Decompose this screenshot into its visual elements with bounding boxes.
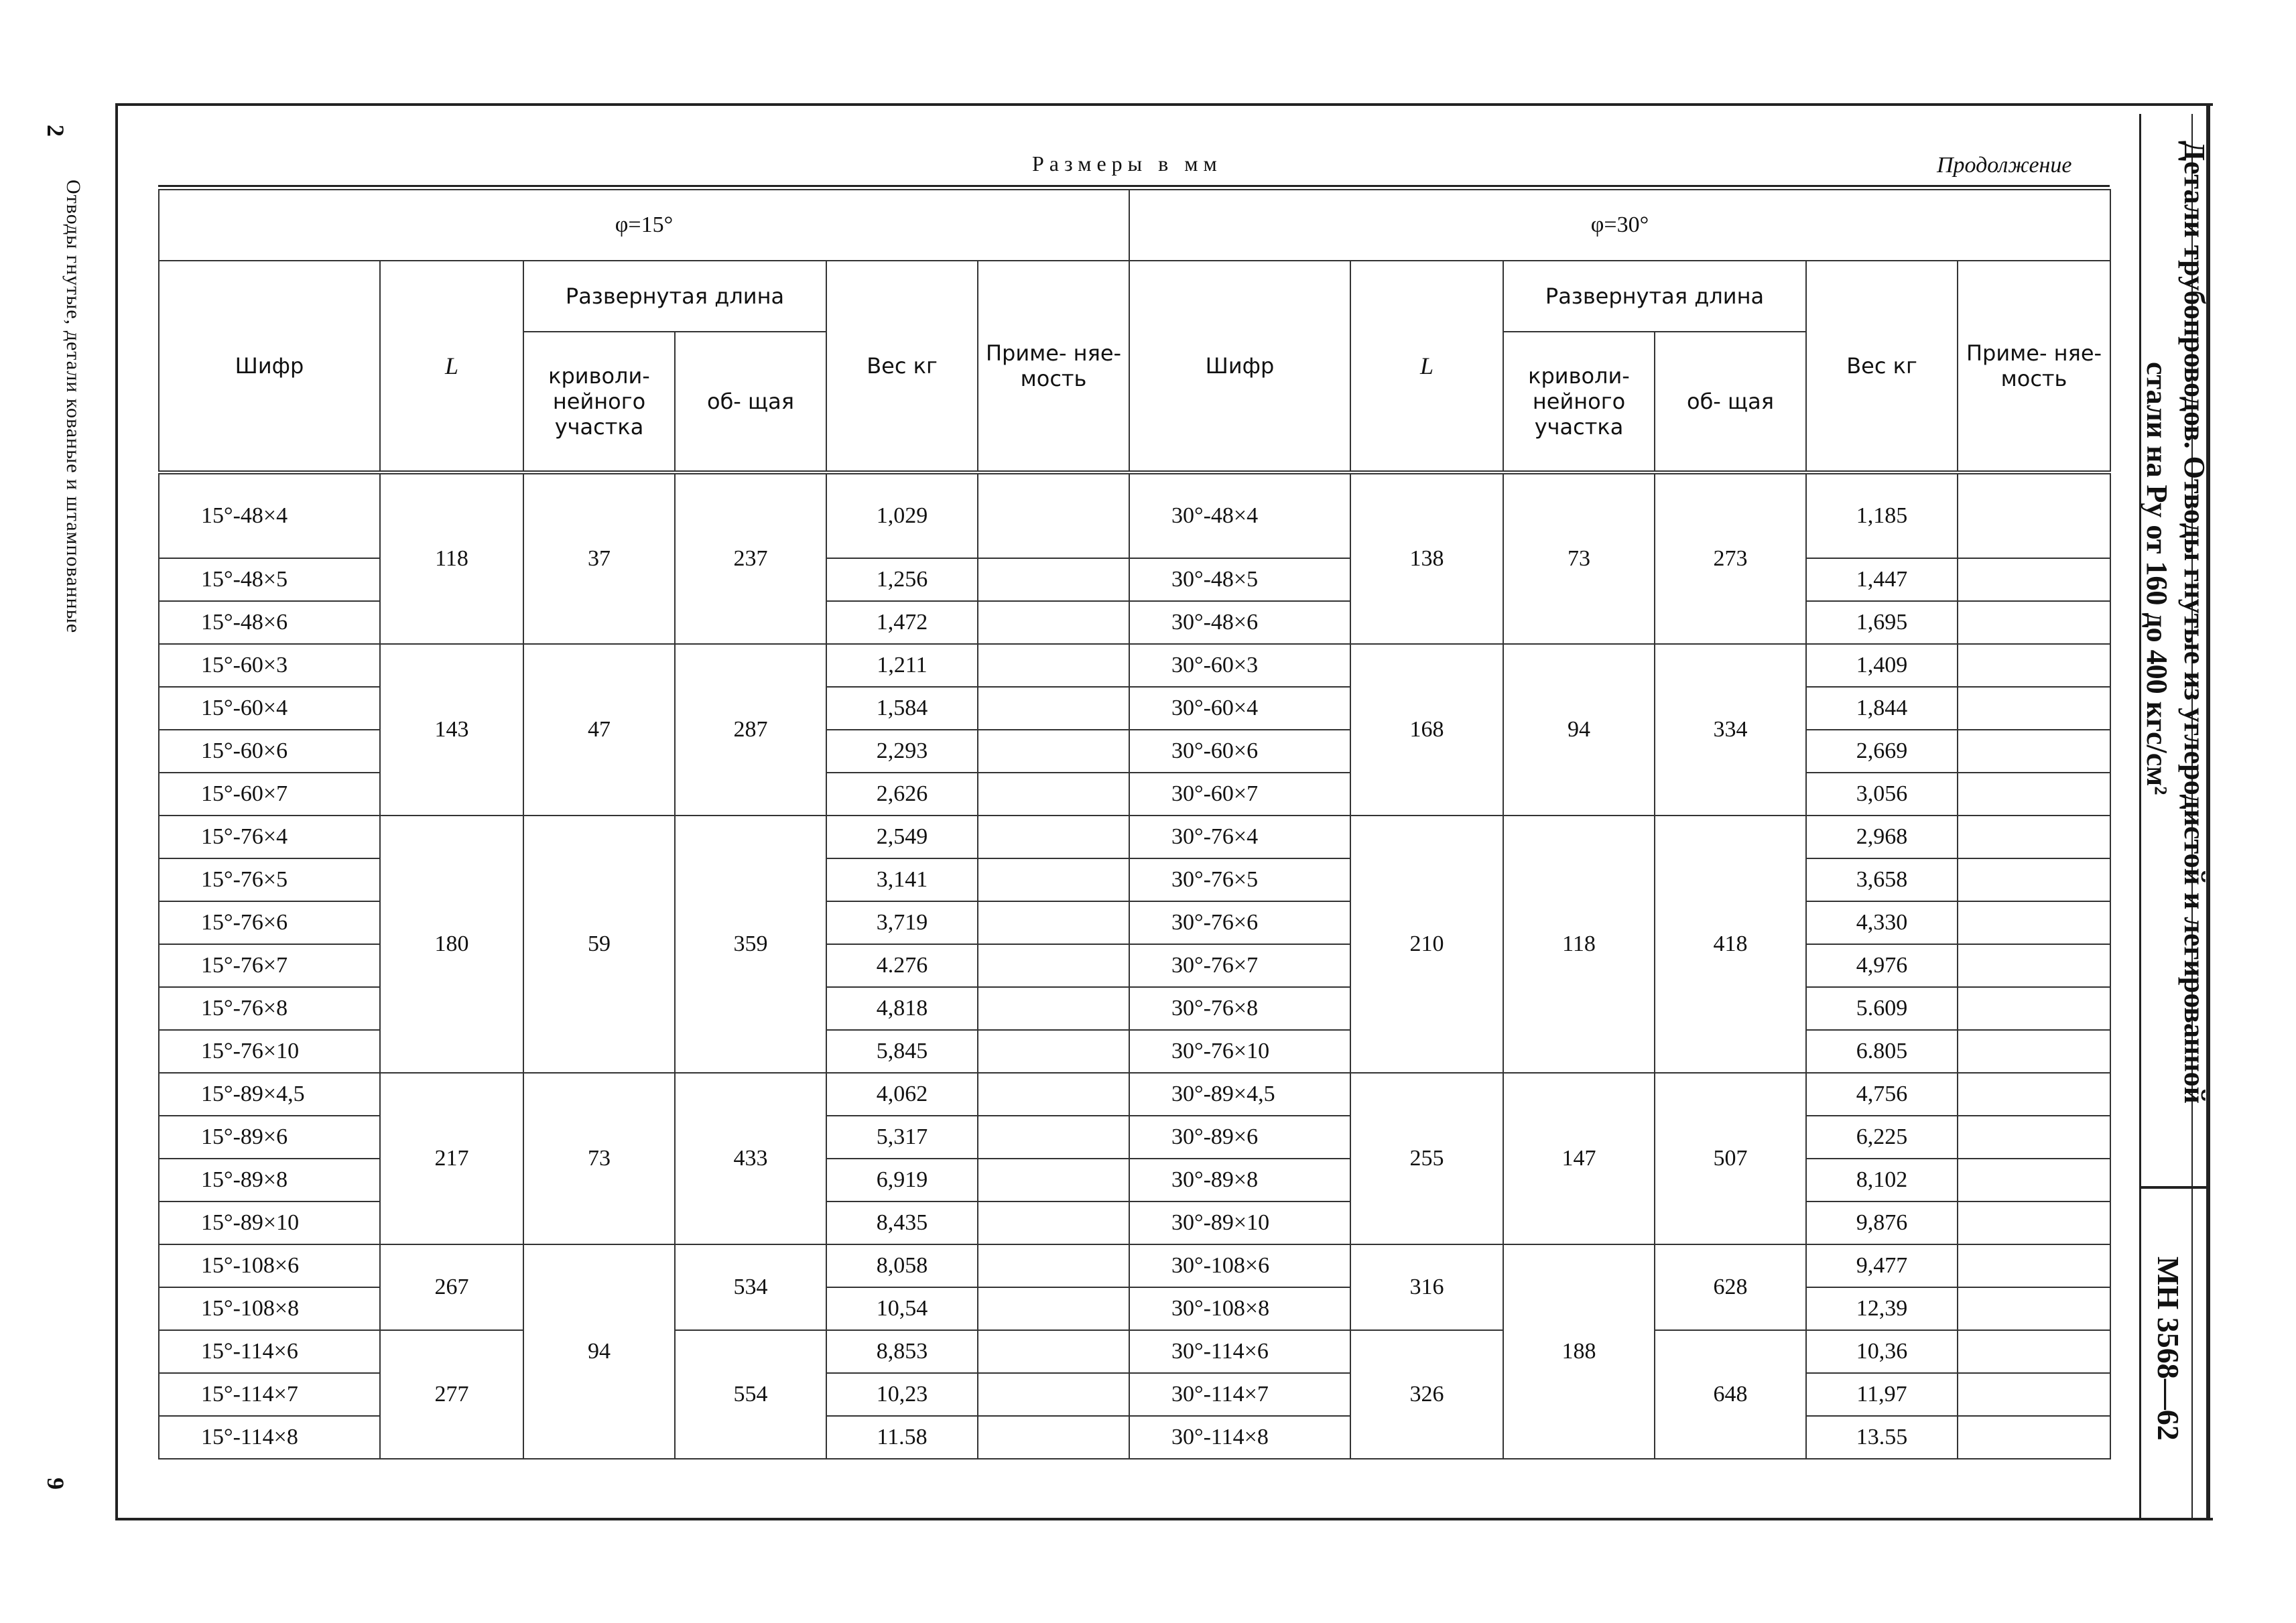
weight-30: 4,976: [1806, 944, 1958, 987]
usage-15: [978, 1416, 1129, 1459]
cipher-30: 30°-76×7: [1129, 944, 1350, 987]
usage-15: [978, 1244, 1129, 1287]
length-L-30: 210: [1350, 816, 1503, 1073]
length-L-30: 255: [1350, 1073, 1503, 1244]
continuation-label: Продолжение: [1937, 153, 2072, 178]
curved-length-15: 59: [523, 816, 675, 1073]
curved-length-30: 147: [1503, 1073, 1655, 1244]
usage-30: [1958, 1159, 2110, 1202]
weight-30: 1,409: [1806, 644, 1958, 687]
usage-30: [1958, 1287, 2110, 1330]
weight-30: 13.55: [1806, 1416, 1958, 1459]
cipher-30: 30°-76×4: [1129, 816, 1350, 858]
sizes-note: Размеры в мм: [1032, 151, 1222, 176]
usage-30: [1958, 1330, 2110, 1373]
total-length-30: 273: [1655, 472, 1806, 644]
total-length-30: 507: [1655, 1073, 1806, 1244]
page-number-bottom: 9: [42, 1478, 69, 1490]
usage-15: [978, 1073, 1129, 1116]
standard-code: МН 3568—62: [2151, 1256, 2185, 1441]
weight-30: 6.805: [1806, 1030, 1958, 1073]
usage-15: [978, 1202, 1129, 1244]
weight-15: 8,435: [826, 1202, 978, 1244]
usage-15: [978, 816, 1129, 858]
usage-30: [1958, 558, 2110, 601]
header-weight-30: Вес кг: [1806, 261, 1958, 472]
header-usage-30: Приме- няе- мость: [1958, 261, 2110, 472]
curved-length-30: 73: [1503, 472, 1655, 644]
cipher-15: 15°-60×7: [159, 773, 380, 816]
weight-15: 8,058: [826, 1244, 978, 1287]
weight-30: 1,844: [1806, 687, 1958, 730]
header-usage-15: Приме- няе- мость: [978, 261, 1129, 472]
cipher-15: 15°-76×10: [159, 1030, 380, 1073]
length-L-15: 267: [380, 1244, 523, 1330]
total-length-30: 334: [1655, 644, 1806, 816]
cipher-15: 15°-76×5: [159, 858, 380, 901]
usage-30: [1958, 816, 2110, 858]
title-strip-rule: [2139, 114, 2141, 1518]
cipher-15: 15°-89×4,5: [159, 1073, 380, 1116]
title-strip-divider: [2141, 1186, 2208, 1189]
total-length-30: 418: [1655, 816, 1806, 1073]
curved-length-15: 73: [523, 1073, 675, 1244]
cipher-30: 30°-89×4,5: [1129, 1073, 1350, 1116]
cipher-15: 15°-60×6: [159, 730, 380, 773]
weight-30: 1,447: [1806, 558, 1958, 601]
frame-bottom-rule: [115, 1518, 2213, 1520]
page-number-top: 2: [42, 125, 69, 137]
cipher-30: 30°-114×6: [1129, 1330, 1350, 1373]
cipher-15: 15°-76×4: [159, 816, 380, 858]
usage-30: [1958, 1030, 2110, 1073]
curved-length-15: 94: [523, 1244, 675, 1459]
usage-30: [1958, 601, 2110, 644]
weight-15: 1,029: [826, 472, 978, 558]
weight-15: 1,584: [826, 687, 978, 730]
header-L-30: L: [1350, 261, 1503, 472]
cipher-15: 15°-48×5: [159, 558, 380, 601]
length-L-15: 118: [380, 472, 523, 644]
document-title-line2: стали на Pу от 160 до 400 кгс/см²: [2141, 362, 2173, 795]
usage-30: [1958, 1373, 2110, 1416]
weight-15: 1,211: [826, 644, 978, 687]
usage-15: [978, 472, 1129, 558]
header-total-30: об- щая: [1655, 332, 1806, 472]
weight-15: 2,549: [826, 816, 978, 858]
cipher-30: 30°-48×5: [1129, 558, 1350, 601]
weight-30: 10,36: [1806, 1330, 1958, 1373]
usage-30: [1958, 730, 2110, 773]
length-L-30: 326: [1350, 1330, 1503, 1459]
usage-30: [1958, 901, 2110, 944]
curved-length-30: 118: [1503, 816, 1655, 1073]
weight-15: 1,256: [826, 558, 978, 601]
weight-15: 4,062: [826, 1073, 978, 1116]
header-weight-15: Вес кг: [826, 261, 978, 472]
usage-30: [1958, 472, 2110, 558]
usage-30: [1958, 644, 2110, 687]
weight-15: 5,845: [826, 1030, 978, 1073]
header-unrolled-15: Развернутая длина: [523, 261, 826, 332]
weight-15: 10,54: [826, 1287, 978, 1330]
weight-30: 4,756: [1806, 1073, 1958, 1116]
cipher-15: 15°-76×6: [159, 901, 380, 944]
usage-15: [978, 901, 1129, 944]
cipher-15: 15°-89×8: [159, 1159, 380, 1202]
usage-15: [978, 944, 1129, 987]
usage-30: [1958, 1202, 2110, 1244]
length-L-15: 180: [380, 816, 523, 1073]
cipher-15: 15°-48×6: [159, 601, 380, 644]
curved-length-15: 37: [523, 472, 675, 644]
cipher-30: 30°-76×6: [1129, 901, 1350, 944]
total-length-15: 359: [675, 816, 826, 1073]
cipher-30: 30°-60×4: [1129, 687, 1350, 730]
weight-15: 4,818: [826, 987, 978, 1030]
header-curved-15: криволи- нейного участка: [523, 332, 675, 472]
header-cipher-15: Шифр: [159, 261, 380, 472]
usage-30: [1958, 687, 2110, 730]
cipher-30: 30°-60×3: [1129, 644, 1350, 687]
running-title: Отводы гнутые, детали кованые и штампованные: [62, 180, 84, 634]
length-L-15: 277: [380, 1330, 523, 1459]
header-unrolled-30: Развернутая длина: [1503, 261, 1806, 332]
length-L-15: 143: [380, 644, 523, 816]
weight-30: 4,330: [1806, 901, 1958, 944]
usage-15: [978, 1287, 1129, 1330]
weight-30: 5.609: [1806, 987, 1958, 1030]
cipher-15: 15°-76×7: [159, 944, 380, 987]
cipher-30: 30°-60×6: [1129, 730, 1350, 773]
usage-30: [1958, 1416, 2110, 1459]
length-L-30: 168: [1350, 644, 1503, 816]
header-phi-15: φ=15°: [159, 190, 1129, 261]
frame-top-rule: [115, 103, 2213, 106]
weight-15: 3,141: [826, 858, 978, 901]
cipher-15: 15°-76×8: [159, 987, 380, 1030]
weight-30: 1,695: [1806, 601, 1958, 644]
cipher-30: 30°-108×6: [1129, 1244, 1350, 1287]
curved-length-15: 47: [523, 644, 675, 816]
usage-30: [1958, 944, 2110, 987]
total-length-15: 534: [675, 1244, 826, 1330]
header-L-15: L: [380, 261, 523, 472]
weight-30: 2,669: [1806, 730, 1958, 773]
total-length-15: 237: [675, 472, 826, 644]
weight-15: 4.276: [826, 944, 978, 987]
weight-15: 11.58: [826, 1416, 978, 1459]
cipher-15: 15°-89×6: [159, 1116, 380, 1159]
usage-15: [978, 644, 1129, 687]
usage-15: [978, 858, 1129, 901]
document-title-line1: Детали трубопроводов. Отводы гнутые из углеродистой и легированной: [2178, 141, 2211, 1104]
cipher-15: 15°-114×8: [159, 1416, 380, 1459]
weight-15: 5,317: [826, 1116, 978, 1159]
cipher-15: 15°-114×6: [159, 1330, 380, 1373]
weight-15: 6,919: [826, 1159, 978, 1202]
weight-30: 11,97: [1806, 1373, 1958, 1416]
cipher-30: 30°-60×7: [1129, 773, 1350, 816]
weight-30: 9,876: [1806, 1202, 1958, 1244]
usage-15: [978, 773, 1129, 816]
usage-15: [978, 1116, 1129, 1159]
total-length-15: 287: [675, 644, 826, 816]
cipher-30: 30°-48×6: [1129, 601, 1350, 644]
usage-30: [1958, 1244, 2110, 1287]
header-curved-30: криволи- нейного участка: [1503, 332, 1655, 472]
header-phi-30: φ=30°: [1129, 190, 2110, 261]
cipher-15: 15°-60×4: [159, 687, 380, 730]
cipher-30: 30°-76×5: [1129, 858, 1350, 901]
cipher-30: 30°-48×4: [1129, 472, 1350, 558]
usage-15: [978, 558, 1129, 601]
weight-30: 9,477: [1806, 1244, 1958, 1287]
weight-30: 6,225: [1806, 1116, 1958, 1159]
usage-30: [1958, 1073, 2110, 1116]
cipher-30: 30°-76×10: [1129, 1030, 1350, 1073]
cipher-15: 15°-108×6: [159, 1244, 380, 1287]
weight-30: 3,658: [1806, 858, 1958, 901]
weight-15: 2,293: [826, 730, 978, 773]
weight-15: 3,719: [826, 901, 978, 944]
weight-15: 8,853: [826, 1330, 978, 1373]
usage-15: [978, 730, 1129, 773]
usage-15: [978, 1030, 1129, 1073]
cipher-15: 15°-114×7: [159, 1373, 380, 1416]
cipher-30: 30°-89×10: [1129, 1202, 1350, 1244]
cipher-30: 30°-89×8: [1129, 1159, 1350, 1202]
cipher-30: 30°-89×6: [1129, 1116, 1350, 1159]
weight-15: 10,23: [826, 1373, 978, 1416]
usage-30: [1958, 987, 2110, 1030]
total-length-15: 554: [675, 1330, 826, 1459]
length-L-15: 217: [380, 1073, 523, 1244]
table-top-rule: [158, 185, 2110, 187]
usage-15: [978, 601, 1129, 644]
cipher-30: 30°-114×8: [1129, 1416, 1350, 1459]
total-length-30: 648: [1655, 1330, 1806, 1459]
total-length-15: 433: [675, 1073, 826, 1244]
length-L-30: 316: [1350, 1244, 1503, 1330]
weight-15: 2,626: [826, 773, 978, 816]
weight-30: 3,056: [1806, 773, 1958, 816]
usage-15: [978, 1330, 1129, 1373]
usage-15: [978, 987, 1129, 1030]
total-length-30: 628: [1655, 1244, 1806, 1330]
curved-length-30: 188: [1503, 1244, 1655, 1459]
usage-30: [1958, 1116, 2110, 1159]
cipher-30: 30°-108×8: [1129, 1287, 1350, 1330]
weight-30: 2,968: [1806, 816, 1958, 858]
usage-30: [1958, 773, 2110, 816]
weight-15: 1,472: [826, 601, 978, 644]
weight-30: 8,102: [1806, 1159, 1958, 1202]
weight-30: 1,185: [1806, 472, 1958, 558]
cipher-15: 15°-108×8: [159, 1287, 380, 1330]
usage-15: [978, 687, 1129, 730]
curved-length-30: 94: [1503, 644, 1655, 816]
cipher-15: 15°-60×3: [159, 644, 380, 687]
length-L-30: 138: [1350, 472, 1503, 644]
usage-15: [978, 1159, 1129, 1202]
bends-table: [158, 189, 2111, 1459]
frame-left-rule: [115, 103, 118, 1520]
cipher-30: 30°-114×7: [1129, 1373, 1350, 1416]
weight-30: 12,39: [1806, 1287, 1958, 1330]
cipher-30: 30°-76×8: [1129, 987, 1350, 1030]
cipher-15: 15°-89×10: [159, 1202, 380, 1244]
usage-15: [978, 1373, 1129, 1416]
cipher-15: 15°-48×4: [159, 472, 380, 558]
usage-30: [1958, 858, 2110, 901]
header-cipher-30: Шифр: [1129, 261, 1350, 472]
header-total-15: об- щая: [675, 332, 826, 472]
